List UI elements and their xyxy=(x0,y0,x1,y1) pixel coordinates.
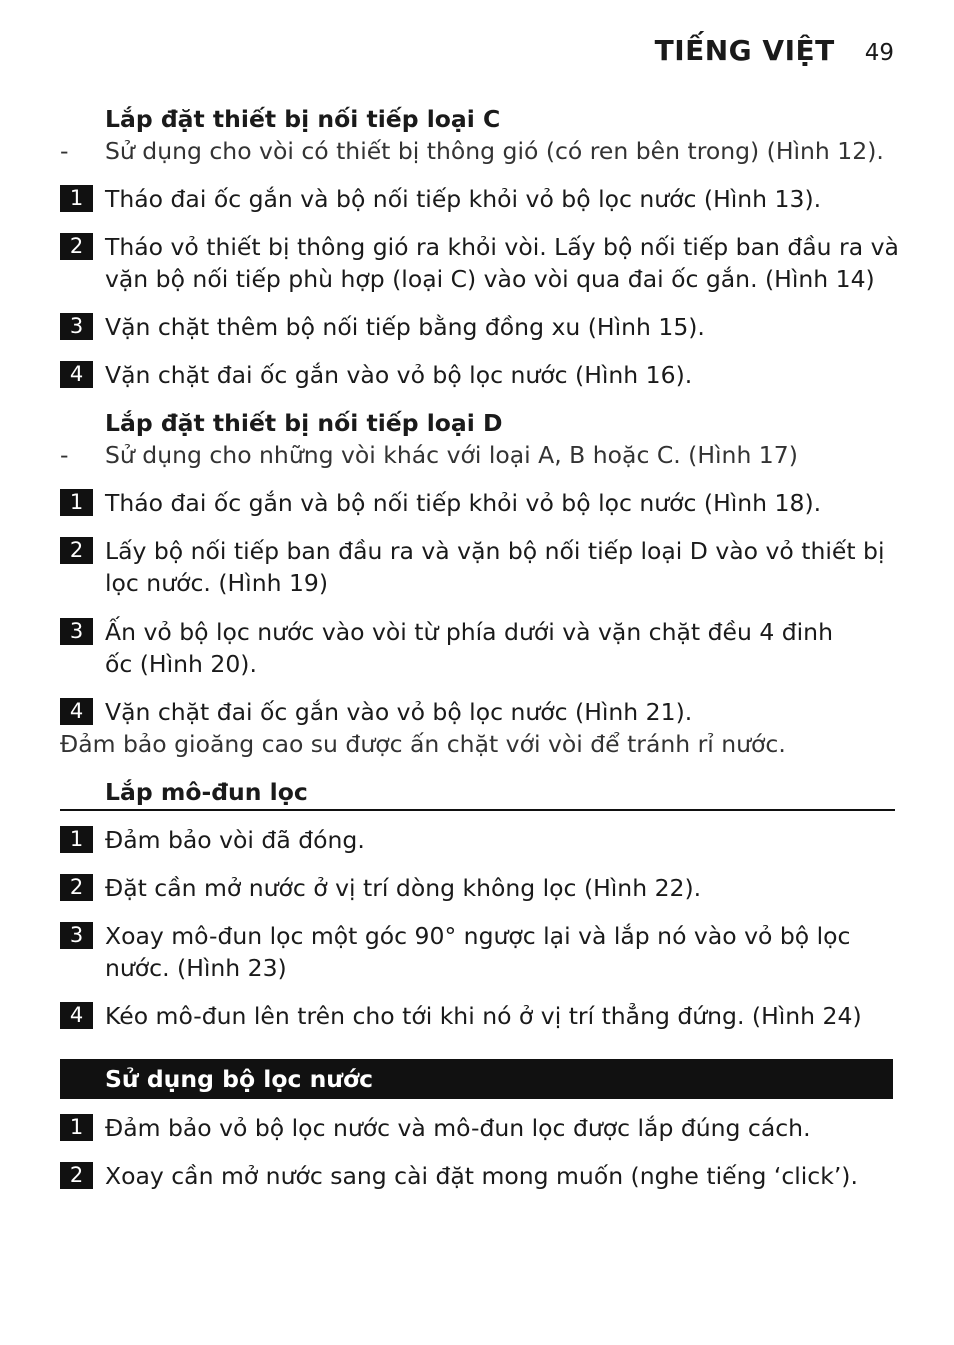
dash-bullet: - xyxy=(60,441,69,469)
step-text: Vặn chặt đai ốc gắn vào vỏ bộ lọc nước (Hình 21). xyxy=(105,698,693,726)
step-text: Vặn chặt thêm bộ nối tiếp bằng đồng xu (Hình 15). xyxy=(105,313,705,341)
section-title: Lắp đặt thiết bị nối tiếp loại C xyxy=(105,105,501,133)
step-number: 4 xyxy=(60,361,93,388)
step-text: Lấy bộ nối tiếp ban đầu ra và vặn bộ nối tiếp loại D vào vỏ thiết bị xyxy=(105,537,885,565)
step-text: ốc (Hình 20). xyxy=(105,650,257,678)
step-number: 2 xyxy=(60,874,93,901)
step-number: 2 xyxy=(60,233,93,260)
step-number: 1 xyxy=(60,826,93,853)
section-band-usage xyxy=(60,1059,893,1099)
step-number: 3 xyxy=(60,618,93,645)
step-text: Đảm bảo vòi đã đóng. xyxy=(105,826,365,854)
step-number: 2 xyxy=(60,1162,93,1189)
step-text: Kéo mô-đun lên trên cho tới khi nó ở vị trí thẳng đứng. (Hình 24) xyxy=(105,1002,862,1030)
step-text: Xoay mô-đun lọc một góc 90° ngược lại và lắp nó vào vỏ bộ lọc xyxy=(105,922,851,950)
step-text: Vặn chặt đai ốc gắn vào vỏ bộ lọc nước (Hình 16). xyxy=(105,361,693,389)
step-text: Xoay cần mở nước sang cài đặt mong muốn (nghe tiếng ‘click’). xyxy=(105,1162,858,1190)
section-divider xyxy=(60,809,895,811)
step-text: Tháo đai ốc gắn và bộ nối tiếp khỏi vỏ bộ lọc nước (Hình 13). xyxy=(105,185,822,213)
step-text: nước. (Hình 23) xyxy=(105,954,287,982)
section-title: Sử dụng bộ lọc nước xyxy=(105,1065,374,1093)
step-text: Tháo đai ốc gắn và bộ nối tiếp khỏi vỏ bộ lọc nước (Hình 18). xyxy=(105,489,822,517)
step-number: 3 xyxy=(60,313,93,340)
note-text: Sử dụng cho những vòi khác với loại A, B hoặc C. (Hình 17) xyxy=(105,441,798,469)
step-number: 1 xyxy=(60,489,93,516)
section-title: Lắp đặt thiết bị nối tiếp loại D xyxy=(105,409,503,437)
note-text: Sử dụng cho vòi có thiết bị thông gió (có ren bên trong) (Hình 12). xyxy=(105,137,884,165)
step-text: vặn bộ nối tiếp phù hợp (loại C) vào vòi qua đai ốc gắn. (Hình 14) xyxy=(105,265,875,293)
dash-bullet: - xyxy=(60,137,69,165)
step-text: Đặt cần mở nước ở vị trí dòng không lọc (Hình 22). xyxy=(105,874,702,902)
step-text: lọc nước. (Hình 19) xyxy=(105,569,329,597)
footnote-text: Đảm bảo gioăng cao su được ấn chặt với vòi để tránh rỉ nước. xyxy=(60,730,786,758)
language-title: TIẾNG VIỆT xyxy=(654,34,835,67)
step-text: Tháo vỏ thiết bị thông gió ra khỏi vòi. Lấy bộ nối tiếp ban đầu ra và xyxy=(105,233,899,261)
step-number: 1 xyxy=(60,1114,93,1141)
step-number: 4 xyxy=(60,1002,93,1029)
step-text: Đảm bảo vỏ bộ lọc nước và mô-đun lọc được lắp đúng cách. xyxy=(105,1114,811,1142)
step-number: 1 xyxy=(60,185,93,212)
step-number: 2 xyxy=(60,537,93,564)
step-number: 4 xyxy=(60,698,93,725)
step-text: Ấn vỏ bộ lọc nước vào vòi từ phía dưới và vặn chặt đều 4 đinh xyxy=(105,618,833,646)
page-number: 49 xyxy=(864,40,894,66)
running-header xyxy=(655,34,894,67)
step-number: 3 xyxy=(60,922,93,949)
section-title: Lắp mô-đun lọc xyxy=(105,778,308,806)
